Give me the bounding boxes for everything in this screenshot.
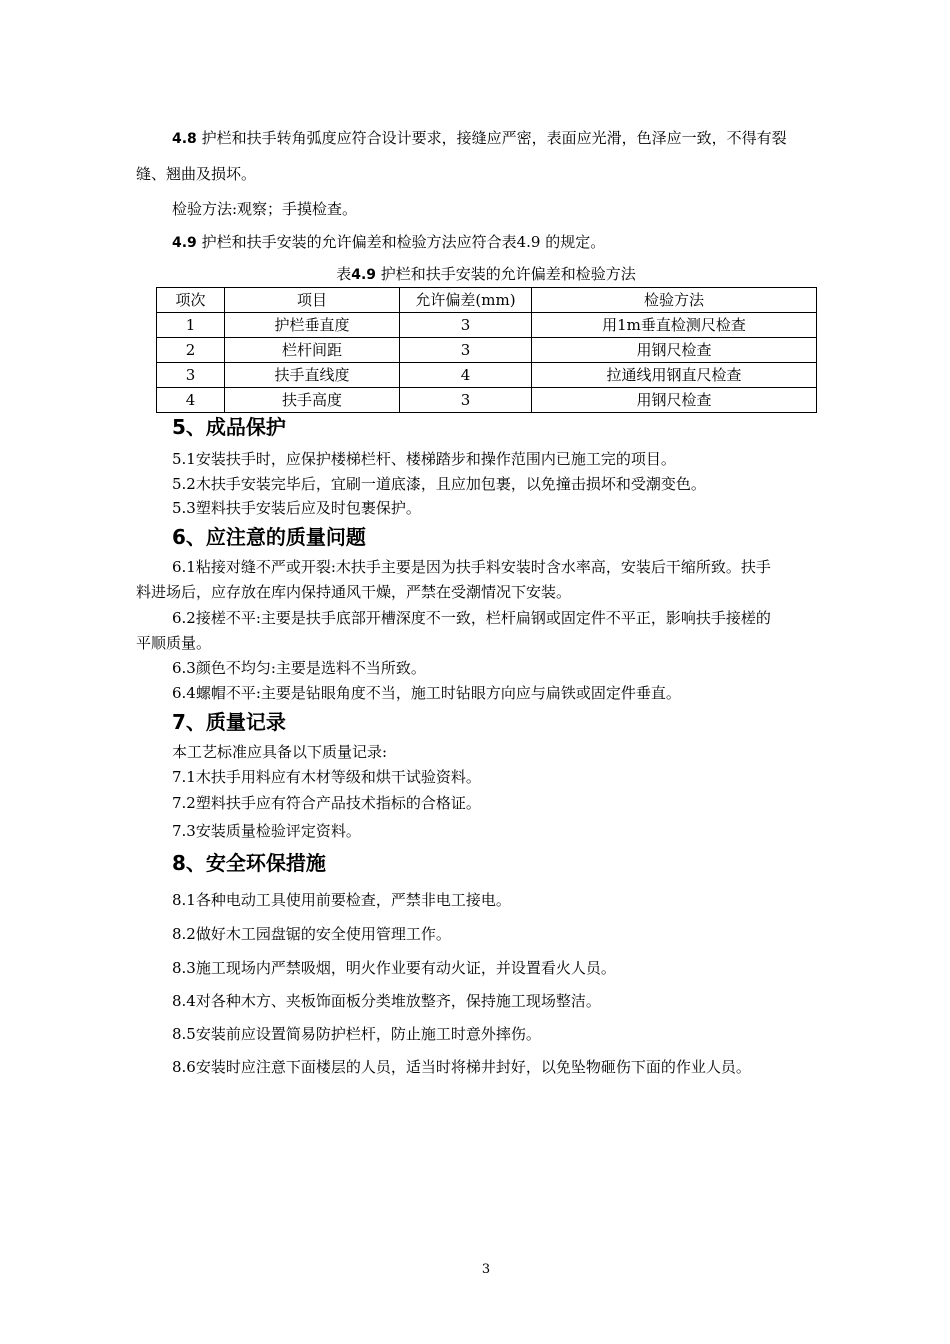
table-cell: 3 [400, 338, 532, 363]
paragraph-8-4: 8.4对各种木方、夹板饰面板分类堆放整齐，保持施工现场整洁。 [172, 992, 601, 1010]
paragraph-text: 护栏和扶手转角弧度应符合设计要求，接缝应严密，表面应光滑，色泽应一致，不得有裂 [196, 129, 787, 147]
paragraph-6-4: 6.4螺帽不平:主要是钻眼角度不当，施工时钻眼方向应与扁铁或固定件垂直。 [172, 684, 681, 702]
tolerance-table [156, 287, 817, 413]
table-cell: 3 [400, 313, 532, 338]
paragraph-5-3: 5.3塑料扶手安装后应及时包裹保护。 [172, 499, 421, 517]
clause-number: 4.8 [172, 131, 197, 147]
paragraph-6-2-cont: 平顺质量。 [136, 634, 212, 652]
paragraph-8-1: 8.1各种电动工具使用前要检查，严禁非电工接电。 [172, 891, 511, 909]
table-row [157, 313, 817, 338]
table-cell: 1 [157, 313, 225, 338]
header-cell: 允许偏差(mm) [400, 288, 532, 313]
caption-prefix: 表 [336, 265, 352, 283]
page-number: 3 [481, 1262, 491, 1277]
table-cell: 栏杆间距 [225, 338, 400, 363]
table-row [157, 388, 817, 413]
paragraph-7-2: 7.2塑料扶手应有符合产品技术指标的合格证。 [172, 794, 481, 812]
caption-text: 护栏和扶手安装的允许偏差和检验方法 [376, 265, 636, 283]
table-header-row [157, 288, 817, 313]
paragraph-8-2: 8.2做好木工园盘锯的安全使用管理工作。 [172, 925, 451, 943]
paragraph-8-6: 8.6安装时应注意下面楼层的人员，适当时将梯井封好，以免坠物砸伤下面的作业人员。 [172, 1058, 751, 1076]
paragraph-6-2: 6.2接槎不平:主要是扶手底部开槽深度不一致，栏杆扁钢或固定件不平正，影响扶手接槎的 [172, 609, 771, 627]
paragraph-5-2: 5.2木扶手安装完毕后，宜刷一道底漆，且应加包裹，以免撞击损坏和受潮变色。 [172, 475, 706, 493]
section-8-heading: 8、安全环保措施 [172, 851, 326, 875]
table-cell: 扶手直线度 [225, 363, 400, 388]
table-cell: 用钢尺检查 [532, 338, 817, 363]
inspection-method: 检验方法:观察；手摸检查。 [172, 200, 358, 218]
paragraph-8-5: 8.5安装前应设置简易防护栏杆，防止施工时意外摔伤。 [172, 1025, 541, 1043]
table-cell: 用1m垂直检测尺检查 [532, 313, 817, 338]
paragraph-6-1: 6.1粘接对缝不严或开裂:木扶手主要是因为扶手料安装时含水率高，安装后干缩所致。扶手 [172, 558, 771, 576]
table-cell: 扶手高度 [225, 388, 400, 413]
paragraph-4-8 [172, 128, 787, 149]
caption-number: 4.9 [351, 267, 377, 283]
section-5-heading: 5、成品保护 [172, 415, 286, 439]
table-row [157, 338, 817, 363]
section-7-heading: 7、质量记录 [172, 710, 286, 734]
paragraph-7-3: 7.3安装质量检验评定资料。 [172, 822, 361, 840]
section-6-heading: 6、应注意的质量问题 [172, 525, 366, 549]
table-caption [0, 264, 950, 285]
header-cell: 项次 [157, 288, 225, 313]
table-cell: 3 [400, 388, 532, 413]
paragraph-4-8-cont: 缝、翘曲及损坏。 [136, 165, 257, 183]
table-cell: 护栏垂直度 [225, 313, 400, 338]
table-row [157, 363, 817, 388]
table-cell: 2 [157, 338, 225, 363]
header-cell: 检验方法 [532, 288, 817, 313]
paragraph-7-1: 7.1木扶手用料应有木材等级和烘干试验资料。 [172, 768, 481, 786]
section-7-intro: 本工艺标准应具备以下质量记录: [172, 743, 388, 761]
paragraph-6-3: 6.3颜色不均匀:主要是选料不当所致。 [172, 659, 426, 677]
paragraph-8-3: 8.3施工现场内严禁吸烟，明火作业要有动火证，并设置看火人员。 [172, 959, 616, 977]
paragraph-text: 护栏和扶手安装的允许偏差和检验方法应符合表4.9 的规定。 [196, 233, 606, 251]
paragraph-4-9 [172, 232, 605, 253]
header-cell: 项目 [225, 288, 400, 313]
clause-number: 4.9 [172, 235, 197, 251]
table-cell: 用钢尺检查 [532, 388, 817, 413]
table-cell: 拉通线用钢直尺检查 [532, 363, 817, 388]
table-cell: 4 [157, 388, 225, 413]
paragraph-5-1: 5.1安装扶手时，应保护楼梯栏杆、楼梯踏步和操作范围内已施工完的项目。 [172, 450, 676, 468]
table-cell: 3 [157, 363, 225, 388]
paragraph-6-1-cont: 料进场后，应存放在库内保持通风干燥，严禁在受潮情况下安装。 [136, 583, 572, 601]
table-cell: 4 [400, 363, 532, 388]
